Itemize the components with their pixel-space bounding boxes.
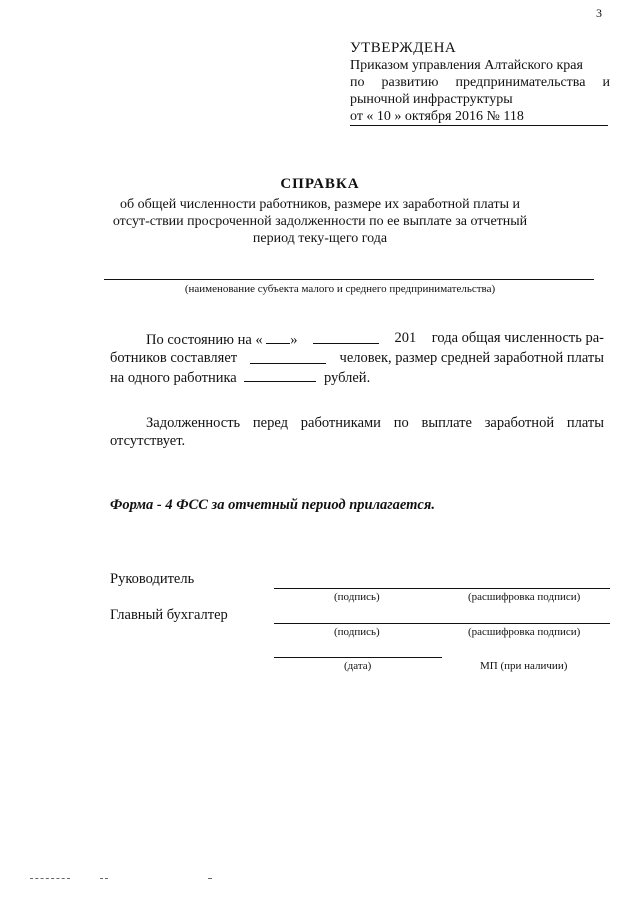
paragraph-line xyxy=(110,367,604,387)
head-decoding-caption: (расшифровка подписи) xyxy=(468,591,581,603)
head-label: Руководитель xyxy=(110,571,195,587)
month-blank[interactable] xyxy=(313,329,379,344)
scan-artifact xyxy=(208,878,212,879)
paragraph-headcount xyxy=(110,329,604,387)
approval-line-1: Приказом управления Алтайского края xyxy=(350,58,583,73)
word: платы xyxy=(566,415,604,431)
approval-date-line xyxy=(350,108,610,125)
approval-word: и xyxy=(602,75,610,90)
scan-artifact xyxy=(100,878,108,879)
text: года общая численность ра- xyxy=(431,330,604,346)
stamp-caption: МП (при наличии) xyxy=(480,660,568,672)
text: 201 xyxy=(394,330,417,346)
approval-block xyxy=(350,40,610,125)
word: по xyxy=(393,415,409,431)
head-signature-caption: (подпись) xyxy=(334,591,380,603)
text: По состоянию на « xyxy=(146,332,263,348)
document-title: СПРАВКА xyxy=(280,176,360,192)
document-subtitle: об общей численности работников, размере их заработной платы и отсут-ствии просроченной задолженности по ее выплате за отчетный период теку-щего года xyxy=(112,197,528,246)
text: на одного работника xyxy=(110,370,237,386)
text: рублей. xyxy=(324,370,371,386)
salary-blank[interactable] xyxy=(244,367,316,382)
text: » xyxy=(290,332,298,348)
paragraph-line xyxy=(110,414,604,432)
day-blank[interactable] xyxy=(266,329,290,344)
word: выплате xyxy=(421,415,472,431)
scan-artifact xyxy=(30,878,70,879)
employees-count-blank[interactable] xyxy=(250,349,326,364)
approval-date: от « 10 » октября 2016 № 118 xyxy=(350,109,524,124)
head-signature-line xyxy=(274,588,610,589)
form-note: Форма - 4 ФСС за отчетный период прилагается. xyxy=(110,497,435,513)
paragraph-line: отсутствует. xyxy=(110,433,186,449)
accountant-signature-line xyxy=(274,623,610,624)
approval-line-3: рыночной инфраструктуры xyxy=(350,92,513,107)
entity-caption: (наименование субъекта малого и среднего предпринимательства) xyxy=(184,283,496,295)
accountant-label: Главный бухгалтер xyxy=(110,607,228,623)
text: человек, размер средней заработной платы xyxy=(339,350,604,366)
date-line xyxy=(274,657,442,658)
approval-word: развитию xyxy=(381,75,439,90)
text: ботников составляет xyxy=(110,350,238,366)
word: перед xyxy=(252,415,288,431)
approval-title: УТВЕРЖДЕНА xyxy=(350,40,457,56)
word: Задолженность xyxy=(146,415,241,431)
paragraph-debt xyxy=(110,414,604,450)
date-caption: (дата) xyxy=(344,660,372,672)
page-number: 3 xyxy=(596,6,602,20)
word: работниками xyxy=(300,415,381,431)
accountant-decoding-caption: (расшифровка подписи) xyxy=(468,626,581,638)
entity-name-line xyxy=(104,279,594,280)
approval-date-underline xyxy=(350,125,608,126)
approval-word: по xyxy=(350,75,365,90)
approval-word: предпринимательства xyxy=(455,75,586,90)
paragraph-line xyxy=(110,349,604,367)
approval-line-2 xyxy=(350,74,610,91)
accountant-signature-caption: (подпись) xyxy=(334,626,380,638)
paragraph-line xyxy=(110,329,604,349)
word: заработной xyxy=(484,415,555,431)
